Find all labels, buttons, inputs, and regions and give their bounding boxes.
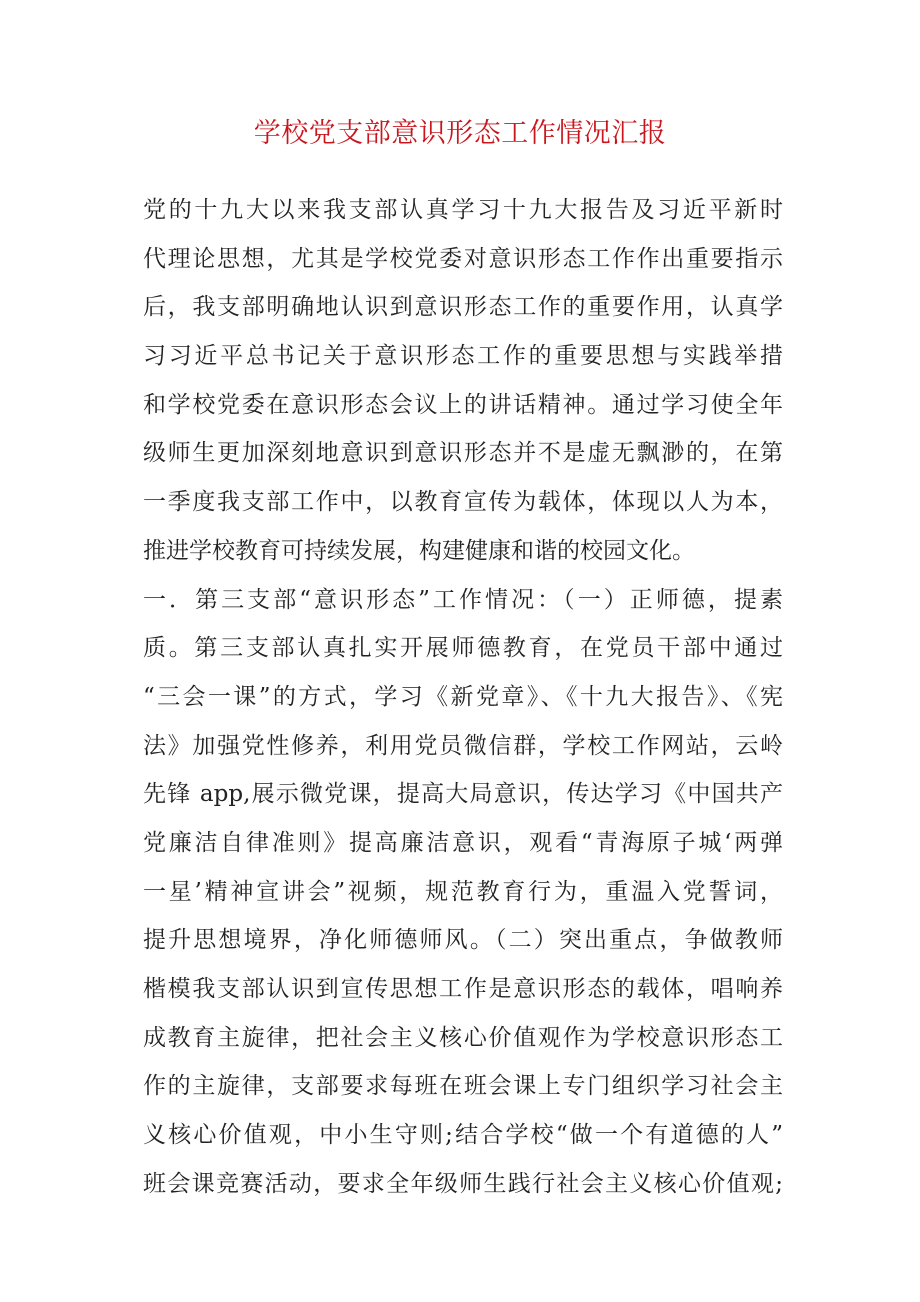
text-line: 一季度我支部工作中，以教育宣传为载体，体现以人为本， bbox=[143, 489, 783, 516]
text-line: 楷模我支部认识到宣传思想工作是意识形态的载体，唱响养 bbox=[143, 976, 783, 1002]
text-line: 后，我支部明确地认识到意识形态工作的重要作用，认真学 bbox=[143, 294, 783, 321]
text-line: 义核心价值观，中小生守则;结合学校“做一个有道德的人” bbox=[143, 1122, 783, 1149]
text-line: 一星’精神宣讲会”视频，规范教育行为，重温入党誓词， bbox=[143, 878, 783, 905]
text-line: 成教育主旋律，把社会主义核心价值观作为学校意识形态工 bbox=[143, 1024, 783, 1051]
text-line: 习习近平总书记关于意识形态工作的重要思想与实践举措 bbox=[143, 343, 783, 370]
document-title: 学校党支部意识形态工作情况汇报 bbox=[253, 118, 667, 149]
text-line: 代理论思想，尤其是学校党委对意识形态工作作出重要指示 bbox=[143, 245, 783, 272]
text-line: 先锋 app,展示微党课，提高大局意识，传达学习《中国共产 bbox=[143, 781, 783, 808]
text-line: 班会课竞赛活动，要求全年级师生践行社会主义核心价值观; bbox=[143, 1170, 783, 1197]
text-line: 一．第三支部“意识形态”工作情况：（一）正师德，提素 bbox=[143, 586, 783, 613]
text-line: 提升思想境界，净化师德师风。（二）突出重点，争做教师 bbox=[143, 927, 783, 954]
text-line: 党的十九大以来我支部认真学习十九大报告及习近平新时 bbox=[143, 197, 783, 223]
text-line: 级师生更加深刻地意识到意识形态并不是虚无飘渺的，在第 bbox=[143, 440, 783, 467]
text-line: 作的主旋律，支部要求每班在班会课上专门组织学习社会主 bbox=[143, 1073, 783, 1100]
text-line: 和学校党委在意识形态会议上的讲话精神。通过学习使全年 bbox=[143, 391, 783, 418]
text-line: 推进学校教育可持续发展，构建健康和谐的校园文化。 bbox=[143, 537, 695, 564]
text-line: 质。第三支部认真扎实开展师德教育，在党员干部中通过 bbox=[143, 635, 783, 662]
text-line: 党廉洁自律准则》提高廉洁意识，观看“青海原子城‘两弹 bbox=[143, 829, 783, 856]
document-body bbox=[143, 186, 783, 1208]
text-line: “三会一课”的方式，学习《新党章》、《十九大报告》、《宪 bbox=[143, 683, 783, 710]
text-line: 法》加强党性修养，利用党员微信群，学校工作网站，云岭 bbox=[143, 732, 783, 759]
